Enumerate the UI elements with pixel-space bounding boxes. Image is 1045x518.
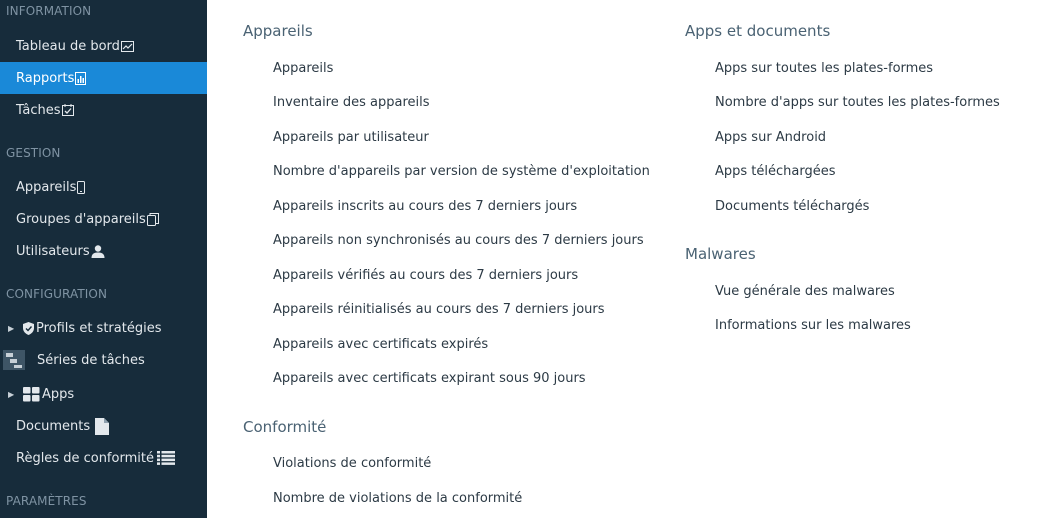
report-link[interactable]: Appareils avec certificats expirés [273, 337, 489, 352]
device-group-icon [147, 213, 160, 226]
report-link[interactable]: Apps sur toutes les plates-formes [715, 61, 934, 76]
sidebar-item-label: Rapports [16, 70, 75, 86]
report-link[interactable]: Vue générale des malwares [715, 284, 895, 299]
report-link[interactable]: Apps téléchargées [715, 164, 836, 179]
dashboard-icon [121, 41, 134, 52]
sidebar-item-label: Apps [42, 386, 75, 402]
report-link[interactable]: Appareils avec certificats expirant sous 90 jours [273, 371, 586, 386]
sidebar-item-tableau-de-bord[interactable] [0, 30, 207, 62]
phone-icon [77, 181, 85, 194]
report-link[interactable]: Appareils réinitialisés au cours des 7 derniers jours [273, 302, 605, 317]
report-link[interactable]: Nombre de violations de la conformité [273, 491, 523, 506]
user-icon [91, 245, 105, 258]
report-link[interactable]: Informations sur les malwares [715, 318, 911, 333]
report-link[interactable]: Nombre d'appareils par version de système d'exploitation [273, 164, 650, 179]
report-link[interactable]: Appareils [273, 61, 334, 76]
group-title-appareils: Appareils [243, 22, 313, 40]
report-link[interactable]: Violations de conformité [273, 456, 432, 471]
document-icon [95, 418, 109, 435]
sidebar-item-appareils[interactable] [0, 171, 207, 203]
report-link[interactable]: Appareils non synchronisés au cours des 7 derniers jours [273, 233, 644, 248]
expand-arrow-icon[interactable]: ▶ [8, 323, 15, 333]
report-link[interactable]: Appareils vérifiés au cours des 7 derniers jours [273, 268, 579, 283]
sidebar-item-regles-conformite[interactable] [0, 442, 207, 474]
sidebar-item-taches[interactable] [0, 94, 207, 126]
reports-panel [207, 0, 1045, 518]
task-check-icon [62, 104, 74, 116]
shield-check-icon [23, 322, 34, 335]
report-link[interactable]: Inventaire des appareils [273, 95, 430, 110]
sidebar-item-profils-strategies[interactable] [0, 312, 207, 344]
sidebar [0, 0, 207, 518]
section-heading-gestion: GESTION [6, 146, 61, 160]
sidebar-item-apps[interactable] [0, 378, 207, 410]
report-icon [75, 72, 86, 85]
report-link[interactable]: Documents téléchargés [715, 199, 870, 214]
task-series-icon [3, 350, 25, 370]
sidebar-item-rapports[interactable] [0, 62, 207, 94]
sidebar-item-documents[interactable] [0, 410, 207, 442]
sidebar-item-label: Profils et stratégies [36, 320, 162, 336]
section-heading-configuration: CONFIGURATION [6, 287, 108, 301]
sidebar-item-label: Tableau de bord [16, 38, 120, 54]
sidebar-item-label: Groupes d'appareils [16, 211, 146, 227]
report-link[interactable]: Apps sur Android [715, 130, 827, 145]
group-title-apps-documents: Apps et documents [685, 22, 831, 40]
sidebar-item-label: Séries de tâches [37, 352, 145, 368]
report-link[interactable]: Appareils inscrits au cours des 7 derniers jours [273, 199, 578, 214]
section-heading-information: INFORMATION [6, 4, 92, 18]
sidebar-item-series-taches[interactable] [0, 344, 207, 376]
report-link[interactable]: Nombre d'apps sur toutes les plates-formes [715, 95, 1000, 110]
sidebar-item-label: Utilisateurs [16, 243, 90, 259]
sidebar-item-label: Tâches [16, 102, 61, 118]
expand-arrow-icon[interactable]: ▶ [8, 389, 15, 399]
section-heading-parametres: PARAMÈTRES [6, 494, 87, 508]
group-title-malwares: Malwares [685, 245, 756, 263]
sidebar-item-label: Documents [16, 418, 91, 434]
sidebar-item-groupes-appareils[interactable] [0, 203, 207, 235]
report-link[interactable]: Appareils par utilisateur [273, 130, 429, 145]
sidebar-item-label: Règles de conformité [16, 450, 154, 466]
apps-grid-icon [23, 387, 40, 402]
list-icon [157, 451, 175, 465]
sidebar-item-label: Appareils [16, 179, 77, 195]
sidebar-item-utilisateurs[interactable] [0, 235, 207, 267]
group-title-conformite: Conformité [243, 418, 327, 436]
